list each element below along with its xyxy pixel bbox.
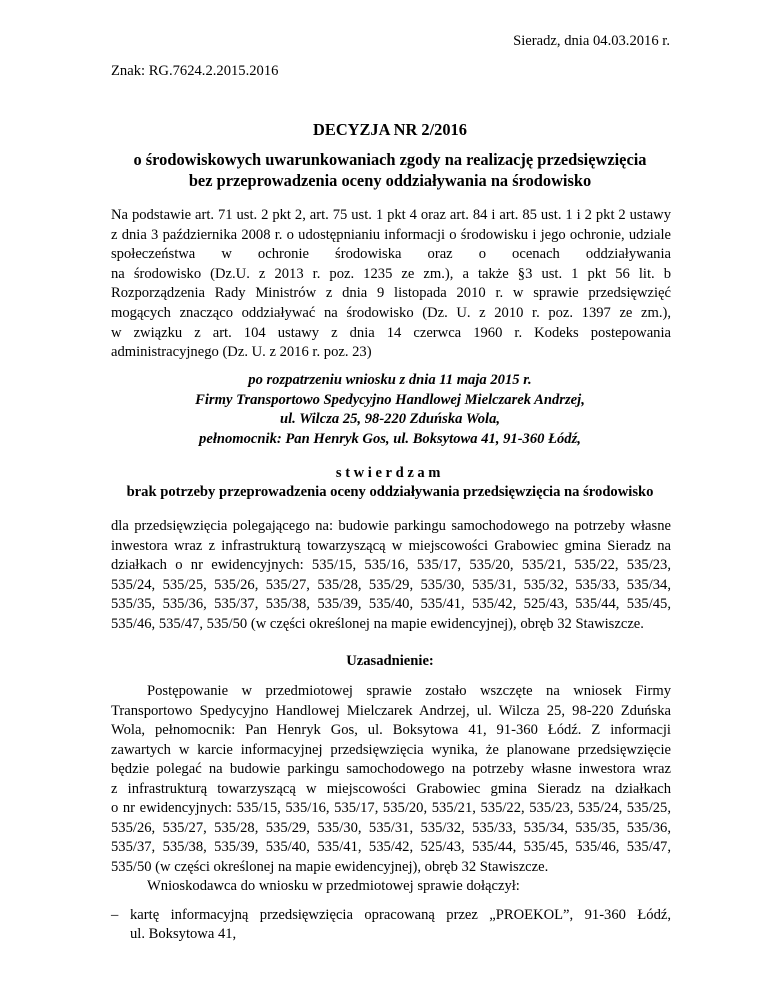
project-line: 535/35, 535/36, 535/37, 535/38, 535/39, 535/40, 535/41, 535/42, 525/43, 535/44, 535/45, bbox=[111, 596, 671, 612]
attachments-intro: Wnioskodawca do wniosku w przedmiotowej sprawie dołączył: bbox=[147, 878, 520, 894]
justification-line: 535/37, 535/38, 535/39, 535/40, 535/41, 535/42, 525/43, 535/44, 535/45, 535/46, 535/47, bbox=[111, 839, 671, 855]
justification-line: z infrastrukturą towarzyszącą w miejscowości Grabowiec gmina Sieradz na działkach bbox=[111, 781, 671, 797]
applicant-line: po rozpatrzeniu wniosku z dnia 11 maja 2015 r. bbox=[248, 372, 532, 388]
attachment-line: ul. Boksytowa 41, bbox=[130, 926, 237, 942]
applicant-line: Firmy Transportowo Spedycyjno Handlowej Mielczarek Andrzej, bbox=[195, 392, 585, 408]
decision-subtitle-line-2: bez przeprowadzenia oceny oddziaływania na środowisko bbox=[188, 171, 592, 190]
legal-basis-line: w związku z art. 104 ustawy z dnia 14 czerwca 1960 r. Kodeks postepowania bbox=[111, 325, 671, 341]
ruling-verb: stwierdzam bbox=[335, 465, 445, 481]
justification-line: będzie polegać na budowie parkingu samochodowego na potrzeby własne inwestora wraz bbox=[111, 761, 671, 777]
project-line: 535/46, 535/47, 535/50 (w części określonej na mapie ewidencyjnej), obręb 32 Stawiszcze. bbox=[111, 616, 644, 632]
justification-line: 535/26, 535/27, 535/28, 535/29, 535/30, 535/31, 535/32, 535/33, 535/34, 535/35, 535/36, bbox=[111, 820, 671, 836]
legal-basis-line: społeczeństwa w ochronie środowiska oraz o ocenach oddziaływania bbox=[111, 246, 671, 262]
justification-line: Postępowanie w przedmiotowej sprawie zostało wszczęte na wniosek Firmy bbox=[147, 683, 671, 699]
project-line: 535/24, 535/25, 535/26, 535/27, 535/28, 535/29, 535/30, 535/31, 535/32, 535/33, 535/34, bbox=[111, 577, 671, 593]
ruling-statement: brak potrzeby przeprowadzenia oceny oddziaływania przedsięwzięcia na środowisko bbox=[126, 484, 654, 500]
legal-basis-line: administracyjnego (Dz. U. z 2016 r. poz. 23) bbox=[111, 344, 372, 360]
legal-basis-line: z dnia 3 października 2008 r. o udostępnianiu informacji o środowisku i jego ochronie, udziale bbox=[111, 227, 671, 243]
justification-line: Wola, pełnomocnik: Pan Henryk Gos, ul. Boksytowa 41, 91-360 Łódź. Z informacji bbox=[111, 722, 671, 738]
justification-heading: Uzasadnienie: bbox=[346, 653, 434, 669]
project-line: inwestora wraz z infrastrukturą towarzyszącą w miejscowości Grabowiec gmina Sieradz na bbox=[111, 538, 671, 554]
place-date: Sieradz, dnia 04.03.2016 r. bbox=[513, 33, 670, 49]
project-line: działkach o nr ewidencyjnych: 535/15, 535/16, 535/17, 535/20, 535/21, 535/22, 535/23, bbox=[111, 557, 671, 573]
attachment-line: kartę informacyjną przedsięwzięcia opracowaną przez „PROEKOL”, 91-360 Łódź, bbox=[130, 907, 671, 923]
project-line: dla przedsięwzięcia polegającego na: budowie parkingu samochodowego na potrzeby własne bbox=[111, 518, 671, 534]
reference-number: Znak: RG.7624.2.2015.2016 bbox=[111, 63, 279, 79]
legal-basis-line: Na podstawie art. 71 ust. 2 pkt 2, art. 75 ust. 1 pkt 4 oraz art. 84 i art. 85 ust. 1 i 2 pkt 2 ustawy bbox=[111, 207, 671, 223]
legal-basis-line: Rozporządzenia Rady Ministrów z dnia 9 listopada 2010 r. w sprawie przedsięwzięć bbox=[111, 285, 671, 301]
justification-line: o nr ewidencyjnych: 535/15, 535/16, 535/17, 535/20, 535/21, 535/22, 535/23, 535/24, 535/25, bbox=[111, 800, 671, 816]
applicant-line: ul. Wilcza 25, 98-220 Zduńska Wola, bbox=[279, 411, 501, 427]
justification-line: zawartych w karcie informacyjnej przedsięwzięcia wynika, że planowane przedsięwzięcie bbox=[111, 742, 671, 758]
justification-line: 535/50 (w części określonej na mapie ewidencyjnej), obręb 32 Stawiszcze. bbox=[111, 859, 549, 875]
decision-title: DECYZJA NR 2/2016 bbox=[313, 120, 467, 139]
justification-line: Transportowo Spedycyjno Handlowej Mielczarek Andrzej, ul. Wilcza 25, 98-220 Zduńska bbox=[111, 703, 671, 719]
legal-basis-line: mogących znacząco oddziaływać na środowisko (Dz. U. z 2010 r. poz. 1397 ze zm.), bbox=[111, 305, 671, 321]
decision-subtitle-line-1: o środowiskowych uwarunkowaniach zgody na realizację przedsięwzięcia bbox=[133, 150, 647, 169]
applicant-line: pełnomocnik: Pan Henryk Gos, ul. Boksytowa 41, 91-360 Łódź, bbox=[199, 431, 581, 447]
legal-basis-line: na środowisko (Dz.U. z 2013 r. poz. 1235 ze zm.), a także §3 ust. 1 pkt 56 lit. b bbox=[111, 266, 671, 282]
list-dash: – bbox=[111, 907, 119, 923]
